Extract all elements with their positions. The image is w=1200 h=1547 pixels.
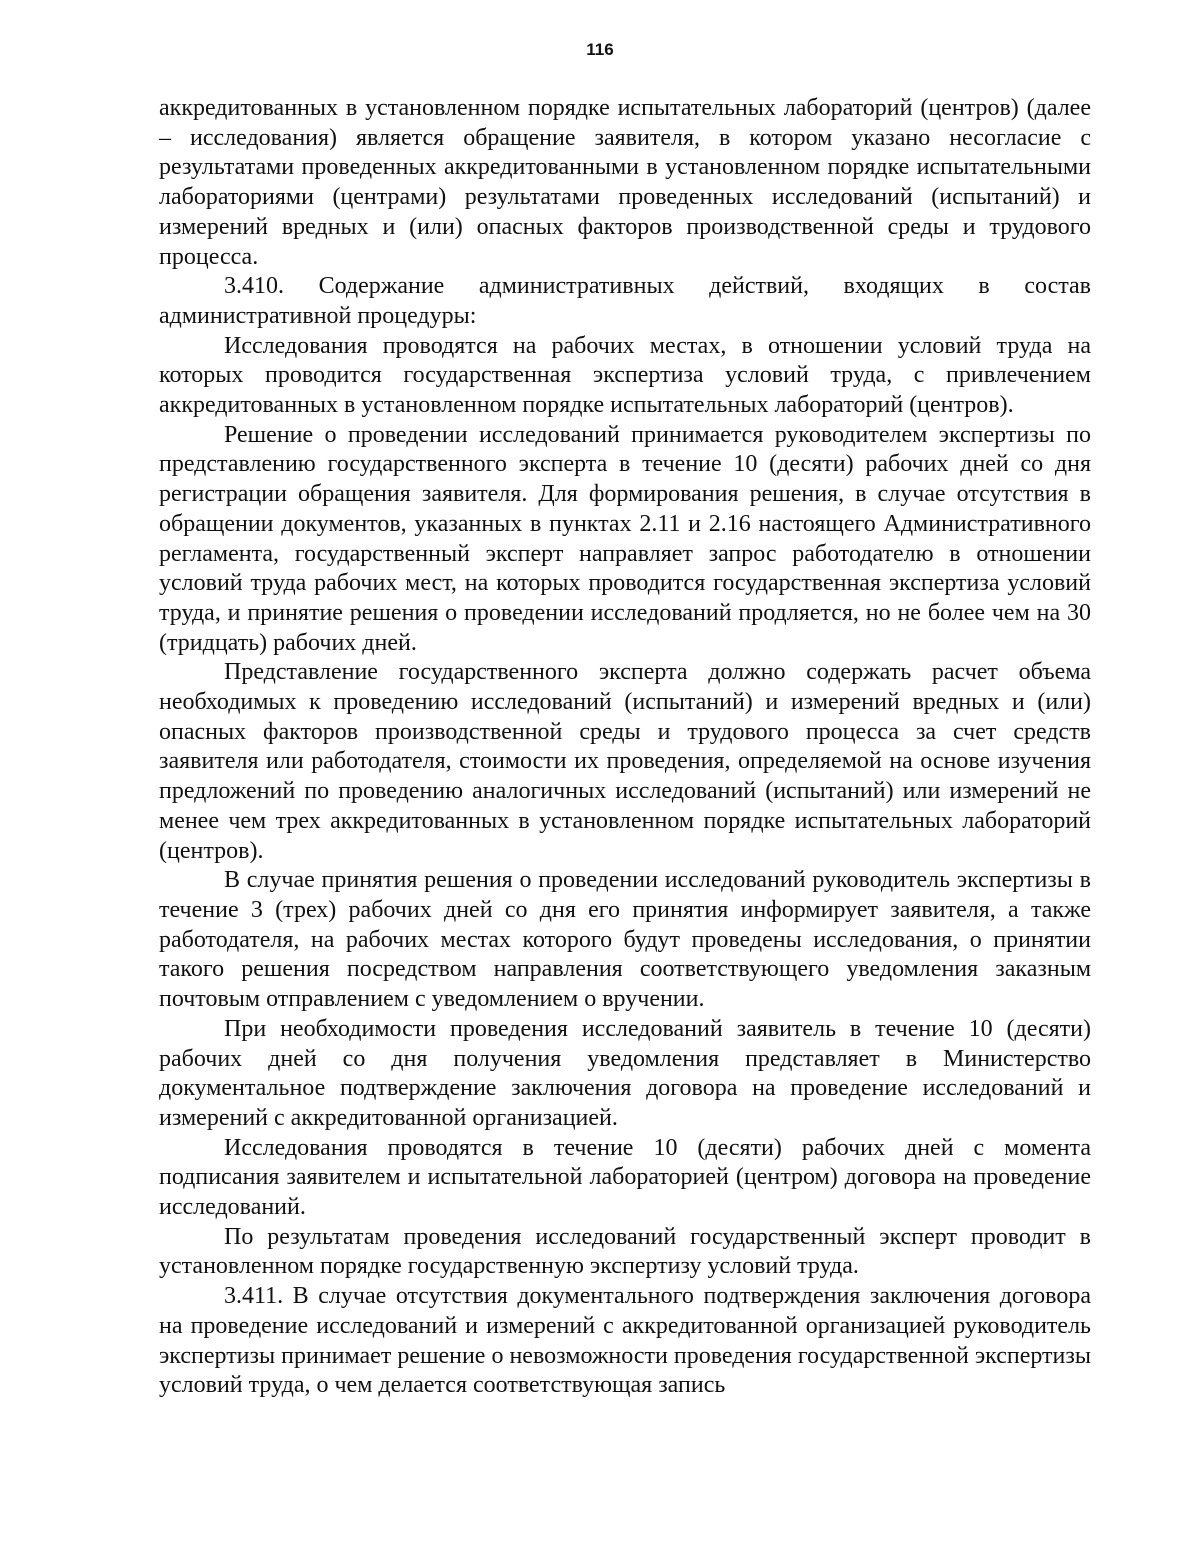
paragraph-expertise-results: По результатам проведения исследований государственный эксперт проводит в установленном порядке государственную экспертизу условий труда.: [159, 1223, 1091, 1280]
paragraph-expert-submission: Представление государственного эксперта должно содержать расчет объема необходимых к проведению исследований (испытаний) и измерений вредных и (или) опасных факторов производственной среды и трудового процесса за счет средств заявителя или работодателя, стоимости их проведения, определяемой на основе изучения предложений по проведению аналогичных исследований (испытаний) или измерений не менее чем трех аккредитованных в установленном порядке испытательных лабораторий (центров).: [159, 659, 1091, 864]
paragraph-notification: В случае принятия решения о проведении исследований руководитель экспертизы в течение 3 (трех) рабочих дней со дня его принятия информирует заявителя, а также работодателя, на рабочих местах которого будут проведены исследования, о принятии такого решения посредством направления соответствующего уведомления заказным почтовым отправлением с уведомлением о вручении.: [159, 867, 1091, 1013]
paragraph-contract-confirmation: При необходимости проведения исследований заявитель в течение 10 (десяти) рабочих дней со дня получения уведомления представляет в Министерство документальное подтверждение заключения договора на проведение исследований и измерений с аккредитованной организацией.: [159, 1015, 1091, 1131]
paragraph-3-411: 3.411. В случае отсутствия документального подтверждения заключения договора на проведение исследований и измерений с аккредитованной организацией руководитель экспертизы принимает решение о невозможности проведения государственной экспертизы условий труда, о чем делается соответствующая запись: [159, 1283, 1091, 1399]
page-number: 116: [586, 40, 614, 59]
paragraph-research-period: Исследования проводятся в течение 10 (десяти) рабочих дней с момента подписания заявителем и испытательной лабораторией (центром) договора на проведение исследований.: [159, 1134, 1091, 1221]
paragraph-3-410: 3.410. Содержание административных действий, входящих в состав административной процедуры:: [159, 273, 1091, 329]
paragraph-decision: Решение о проведении исследований принимается руководителем экспертизы по представлению государственного эксперта в течение 10 (десяти) рабочих дней со дня регистрации обращения заявителя. Для формирования решения, в случае отсутствия в обращении документов, указанных в пунктах 2.11 и 2.16 настоящего Административного регламента, государственный эксперт направляет запрос работодателю в отношении условий труда рабочих мест, на которых проводится государственная экспертиза условий труда, и принятие решения о проведении исследований продляется, но не более чем на 30 (тридцать) рабочих дней.: [159, 421, 1091, 656]
paragraph-research-workplaces: Исследования проводятся на рабочих местах, в отношении условий труда на которых проводится государственная экспертиза условий труда, с привлечением аккредитованных в установленном порядке испытательных лабораторий (центров).: [159, 332, 1091, 419]
paragraph-continuation: аккредитованных в установленном порядке испытательных лабораторий (центров) (далее – исследования) является обращение заявителя, в котором указано несогласие с результатами проведенных аккредитованными в установленном порядке испытательными лабораториями (центрами) результатами проведенных исследований (испытаний) и измерений вредных и (или) опасных факторов производственной среды и трудового процесса.: [159, 95, 1091, 270]
document-body: [159, 94, 1091, 1401]
